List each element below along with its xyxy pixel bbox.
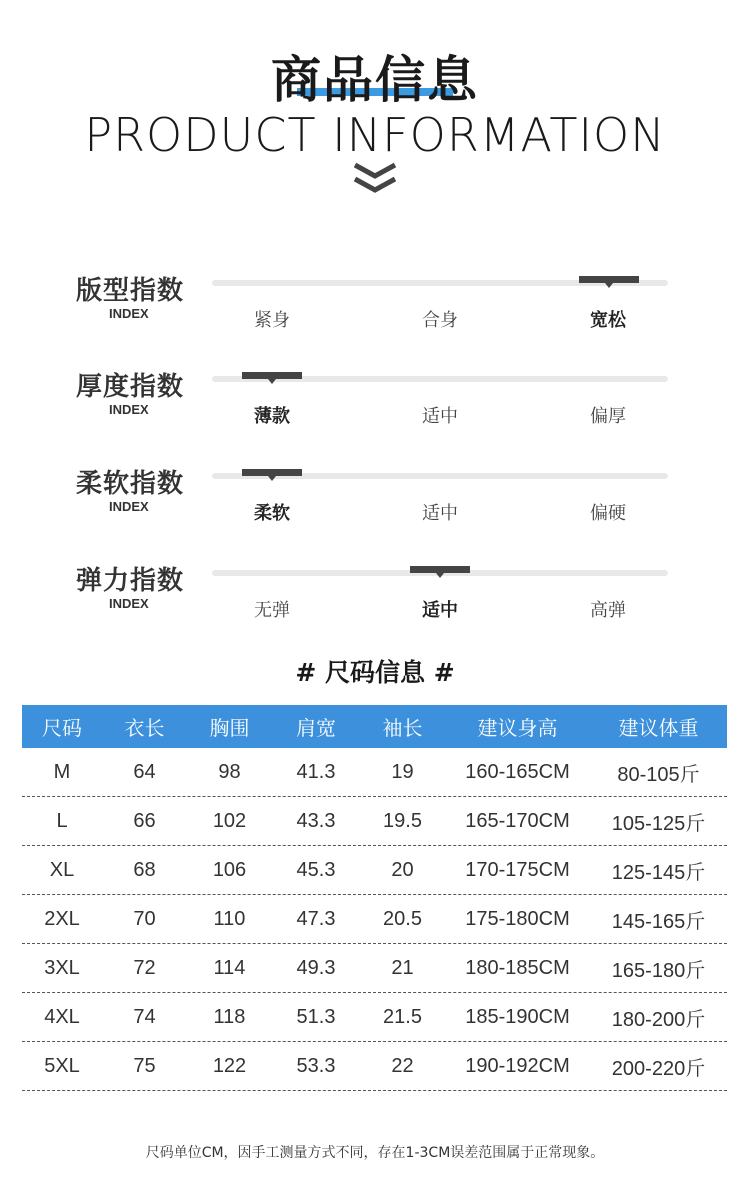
index-marker: [242, 372, 302, 379]
table-row: [22, 1042, 727, 1091]
table-cell: 145-165斤: [611, 910, 706, 933]
index-label: 版型指数: [76, 276, 185, 306]
table-cell: 114: [213, 956, 246, 979]
index-row-thickness: [0, 366, 750, 436]
table-cell: 118: [213, 1005, 246, 1028]
index-sub-label: INDEX: [109, 402, 149, 417]
column-header: 尺码: [42, 716, 82, 740]
table-cell: 72: [133, 956, 156, 979]
table-cell: L: [56, 809, 68, 832]
table-row: [22, 748, 727, 797]
table-cell: 3XL: [44, 956, 80, 979]
table-cell: 64: [133, 760, 156, 783]
table-cell: 4XL: [44, 1005, 80, 1028]
table-cell: 165-170CM: [465, 809, 570, 832]
index-option: 适中: [422, 503, 458, 524]
table-cell: 70: [133, 907, 156, 930]
table-cell: 22: [391, 1054, 414, 1077]
double-chevron-down-icon: [352, 162, 398, 196]
table-cell: 74: [133, 1005, 156, 1028]
index-row-elasticity: [0, 560, 750, 630]
index-option: 偏硬: [590, 503, 626, 524]
table-row: [22, 944, 727, 993]
table-cell: 180-185CM: [465, 956, 570, 979]
table-cell: 106: [212, 858, 247, 881]
table-cell: 5XL: [44, 1054, 80, 1077]
table-cell: 19: [391, 760, 414, 783]
table-header: [22, 705, 727, 748]
table-cell: 20: [391, 858, 414, 881]
table-cell: 180-200斤: [611, 1008, 706, 1031]
index-sub-label: INDEX: [109, 306, 149, 321]
table-cell: 49.3: [296, 956, 336, 979]
index-sub-label: INDEX: [109, 499, 149, 514]
index-marker: [410, 566, 470, 573]
table-cell: 47.3: [296, 907, 336, 930]
table-cell: 41.3: [296, 760, 336, 783]
index-option-selected: 适中: [422, 600, 458, 621]
index-sub-label: INDEX: [109, 596, 149, 611]
table-cell: 175-180CM: [465, 907, 570, 930]
table-cell: 21.5: [383, 1005, 422, 1028]
column-header: 建议体重: [618, 716, 699, 740]
table-cell: 2XL: [44, 907, 80, 930]
table-cell: 98: [218, 760, 241, 783]
column-header: 肩宽: [296, 716, 336, 740]
table-cell: 102: [212, 809, 247, 832]
index-option: 高弹: [590, 600, 626, 621]
column-header: 胸围: [209, 716, 250, 740]
index-option: 适中: [422, 406, 458, 427]
index-label: 弹力指数: [76, 566, 185, 596]
index-option-selected: 柔软: [254, 503, 290, 524]
page-subtitle: PRODUCT INFORMATION: [84, 108, 666, 162]
table-row: [22, 846, 727, 895]
column-header: 衣长: [124, 716, 165, 740]
index-option: 无弹: [254, 600, 290, 621]
table-cell: 66: [133, 809, 156, 832]
table-cell: 185-190CM: [465, 1005, 570, 1028]
index-option: 偏厚: [590, 406, 626, 427]
table-row: [22, 895, 727, 944]
table-cell: 160-165CM: [465, 760, 570, 783]
table-cell: 170-175CM: [465, 858, 570, 881]
table-cell: 53.3: [296, 1054, 336, 1077]
table-cell: 122: [212, 1054, 247, 1077]
table-cell: 75: [133, 1054, 156, 1077]
index-row-fit: [0, 270, 750, 340]
index-option-selected: 薄款: [254, 406, 290, 427]
table-cell: 80-105斤: [617, 763, 700, 786]
table-row: [22, 993, 727, 1042]
table-cell: 68: [133, 858, 156, 881]
footnote: 尺码单位CM，因手工测量方式不同，存在1-3CM误差范围属于正常现象。: [145, 1145, 605, 1161]
table-body: [22, 748, 727, 1091]
table-cell: XL: [49, 858, 75, 881]
table-cell: 165-180斤: [611, 959, 706, 982]
column-header: 建议身高: [477, 716, 558, 740]
table-cell: 105-125斤: [611, 812, 706, 835]
table-cell: 43.3: [296, 809, 336, 832]
table-cell: 20.5: [383, 907, 422, 930]
index-marker: [242, 469, 302, 476]
size-table: [22, 705, 727, 1091]
table-cell: 190-192CM: [465, 1054, 570, 1077]
index-row-softness: [0, 463, 750, 533]
index-marker: [579, 276, 639, 283]
size-section-title: # 尺码信息 #: [295, 658, 455, 687]
page-title: 商品信息: [271, 51, 479, 109]
index-option-selected: 宽松: [590, 310, 626, 331]
table-cell: 21: [391, 956, 414, 979]
table-cell: M: [53, 760, 71, 783]
table-row: [22, 797, 727, 846]
table-cell: 45.3: [296, 858, 336, 881]
index-label: 厚度指数: [76, 372, 185, 402]
table-cell: 110: [213, 907, 246, 930]
table-cell: 19.5: [383, 809, 422, 832]
index-option: 合身: [422, 310, 458, 331]
table-cell: 200-220斤: [611, 1057, 706, 1080]
column-header: 袖长: [382, 716, 423, 740]
table-cell: 125-145斤: [611, 861, 706, 884]
index-label: 柔软指数: [76, 469, 185, 499]
table-cell: 51.3: [296, 1005, 336, 1028]
index-option: 紧身: [254, 310, 290, 331]
